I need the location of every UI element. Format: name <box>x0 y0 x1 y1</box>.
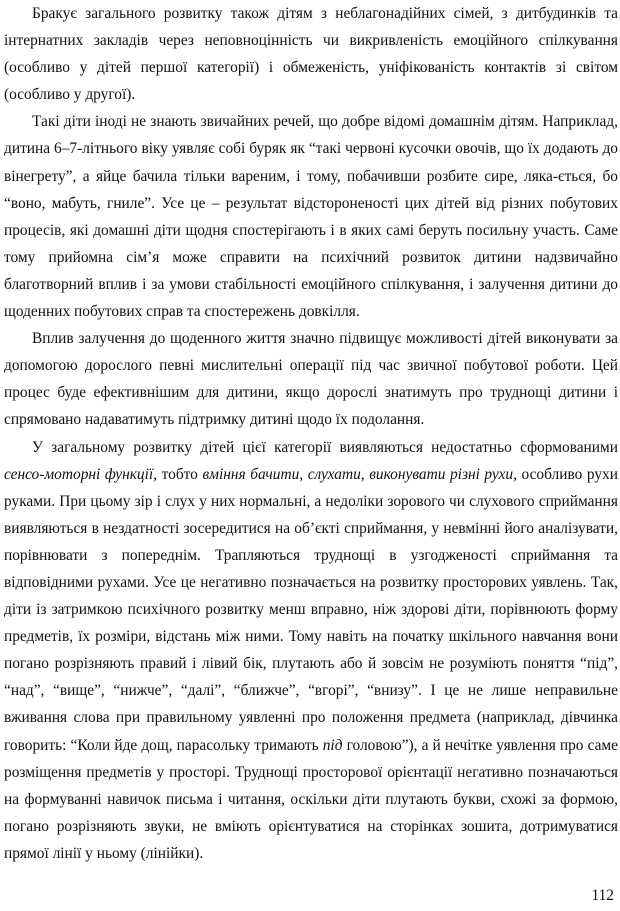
paragraph-text: головою”), а й нечітке уявлення про саме розміщення предметів у просторі. Труднощі просторової орієнтації негативно позначаються на формуванні навичок письма і читання, оскільки діти плутають букви, схожі за формою, погано розрізняють звуки, не вміють орієнтуватися на сторінках зошита, дотримуватися прямої лінії у ньому (лінійки). <box>4 736 618 862</box>
paragraph-text: особливо рухи руками. При цьому зір і слух у них нормальні, а недоліки зорового чи слухового сприймання виявляються в нездатності зосередитися на об’єкті сприймання, у невмінні його аналізувати, порівнювати з попереднім. Трапляються труднощі в узгодженості сприймання та відповідними рухами. Усе це негативно позначається на розвитку просторових уявлень. Так, діти із затримкою психічного розвитку менш вправно, ніж здорові діти, порівнюють форму предметів, їх розміри, відстань між ними. Тому навіть на початку шкільного навчання вони погано розрізняють правий і лівий бік, плутають або й зовсім не розуміють поняття “під”, “над”, “вище”, “нижче”, “далі”, “ближче”, “вгорі”, “внизу”. І це не лише неправильне вживання слова при правильному уявленні про положення предмета (наприклад, дівчинка говорить: “Коли йде дощ, парасольку тримають <box>4 465 619 754</box>
page-number: 112 <box>591 887 614 904</box>
paragraph-text: Вплив залучення до щоденного життя значно підвищує можливості дітей виконувати за допомогою дорослого певні мислительні операції під час звичної побутової роботи. Цей процес буде ефективнішим для дитини, якщо дорослі знатимуть про труднощі дитини і спрямовано надаватимуть підтримку дитині щодо їх подолання. <box>4 330 618 429</box>
paragraph <box>4 108 618 325</box>
italic-term: вміння бачити, слухати, виконувати різні рухи, <box>202 465 517 483</box>
italic-term: сенсо-моторні функції, <box>4 465 158 483</box>
paragraph <box>4 0 618 108</box>
paragraph-text: тобто <box>157 465 203 483</box>
body-text <box>4 0 618 867</box>
paragraph-text: Бракує загального розвитку також дітям з неблагонадійних сімей, з дитбудинків та інтернатних закладів через неповноцінність чи викривленість емоційного спілкування (особливо у дітей першої категорії) і обмеженість, уніфікованість контактів зі світом (особливо у другої). <box>4 5 618 104</box>
paragraph-text: Такі діти іноді не знають звичайних речей, що добре відомі домашнім дітям. Наприклад, дитина 6–7-літнього віку уявляє собі буряк як “такі червоні кусочки овочів, що їх додають до вінегрету”, а яйце бачила тільки вареним, і тому, побачивши розбите сире, ляка-ється, бо “воно, мабуть, гниле”. Усе це – результат відстороненості цих дітей від різних побутових процесів, які домашні діти щодня спостерігають і в яких самі беруть посильну участь. Саме тому прийомна сім’я може справити на психічний розвиток дитини надзвичайно благотворний вплив і за умови стабільності емоційного спілкування, і залучення дитини до щоденних побутових справ та спостережень довкілля. <box>4 113 618 321</box>
paragraph-text: У загальному розвитку дітей цієї категорії виявляються недостатньо сформованими <box>32 438 618 456</box>
paragraph <box>4 434 618 868</box>
italic-term: під <box>322 736 343 754</box>
paragraph <box>4 325 618 433</box>
